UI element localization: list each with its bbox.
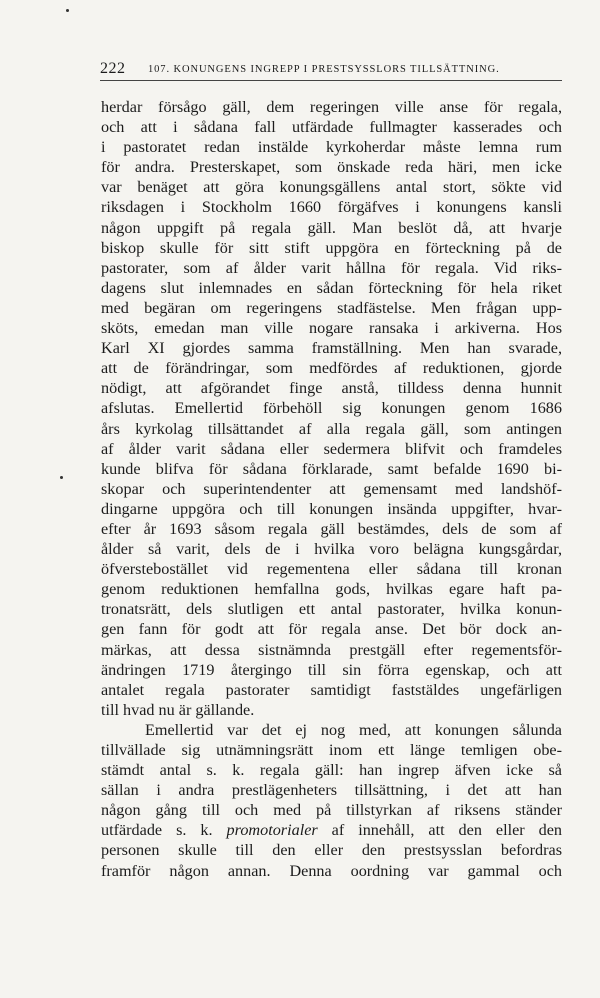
- text-line: framför någon annan. Denna oordning var gammal och: [101, 861, 562, 880]
- text-line: pastorater, som af ålder varit hållna för regala. Vid riks-: [101, 258, 562, 277]
- scan-speck: [66, 9, 69, 12]
- body-text: [101, 97, 562, 881]
- text-line: öfverstebostället vid regementena eller sådana till kronan: [101, 560, 562, 579]
- italic-term: promotorialer: [226, 821, 318, 840]
- text-line: Emellertid var det ej nog med, att konungen sålunda: [145, 720, 562, 739]
- text-line: till hvad nu är gällande.: [101, 700, 255, 719]
- text-line: biskop skulle för sitt stift uppgöra en förteckning på de: [101, 238, 562, 257]
- page-header: [100, 58, 562, 81]
- text-line: med begäran om regeringens stadfästelse. Men frågan upp-: [101, 298, 562, 317]
- text-line: ändringen 1719 återgingo till sin förra egenskap, och att: [101, 660, 562, 679]
- text-line: att de förändringar, som medfördes af reduktionen, gjorde: [101, 359, 562, 378]
- text-segment: utfärdade s. k.: [101, 821, 227, 840]
- text-line: antalet regala pastorater samtidigt faststäldes ungefärligen: [101, 680, 562, 699]
- text-line: års kyrkolag tillsättandet af alla regala gäll, som antingen: [101, 419, 562, 438]
- text-line: [101, 820, 562, 840]
- text-line: sällan i andra prestlägenheters tillsättning, i det att han: [101, 781, 562, 800]
- text-line: märkas, att dessa sistnämnda prestgäll efter regementsför-: [101, 640, 562, 659]
- text-line: tronatsrätt, dels slutligen ett antal pastorater, hvilka konun-: [101, 600, 562, 619]
- text-line: någon gång till och med på tillstyrkan af riksens ständer: [101, 801, 562, 820]
- text-line: Karl XI gjordes samma framställning. Men han svarade,: [101, 339, 562, 358]
- text-line: riksdagen i Stockholm 1660 förgäfves i konungens kansli: [101, 198, 562, 217]
- text-line: för andra. Presterskapet, som önskade reda häri, men icke: [101, 158, 562, 177]
- text-line: dingarne uppgöra och till konungen insända uppgifter, hvar-: [101, 499, 562, 518]
- text-line: och att i sådana fall utfärdade fullmagter kasserades och: [101, 118, 562, 137]
- text-line: afslutas. Emellertid förbehöll sig konungen genom 1686: [101, 399, 562, 418]
- text-line: gen fann för godt att för regala anse. Det bör dock an-: [101, 620, 562, 639]
- text-line: tillvällade sig utnämningsrätt inom ett länge temligen obe-: [101, 741, 562, 759]
- text-line: ålder så varit, dels de i hvilka voro belägna kungsgårdar,: [101, 540, 562, 559]
- text-segment: af innehåll, att den eller den: [317, 821, 562, 840]
- running-head: 107. KONUNGENS INGREPP I PRESTSYSSLORS TILLSÄTTNING.: [148, 64, 500, 75]
- page-number: 222: [100, 60, 126, 77]
- text-line: dagens slut inlemnades en sådan förteckning för hela riket: [101, 278, 562, 297]
- text-line: kunde blifva för sådana förklarade, samt befalde 1690 bi-: [101, 459, 562, 478]
- text-line: genom reduktionen hemfallna gods, hvilkas egare haft pa-: [101, 580, 562, 599]
- text-line: nödigt, att afgörandet finge anstå, tilldess denna hunnit: [101, 379, 562, 398]
- text-line: skopar och superintendenter att gemensamt med landshöf-: [101, 479, 562, 498]
- text-line: af ålder varit sådana eller sedermera blifvit och framdeles: [101, 439, 562, 458]
- text-line: sköts, emedan man ville nogare ransaka i arkiverna. Hos: [101, 319, 562, 338]
- text-line: i pastoratet redan instälde kyrkoherdar måste lemna rum: [101, 138, 562, 157]
- scan-speck: [60, 476, 63, 479]
- text-line: stämdt antal s. k. regala gäll: han ingrep äfven icke så: [101, 761, 562, 780]
- text-line: någon uppgift på regala gäll. Man beslöt då, att hvarje: [101, 218, 562, 237]
- text-line: efter år 1693 såsom regala gäll bestämdes, dels de som af: [101, 519, 562, 538]
- text-line: herdar försågo gäll, dem regeringen ville anse för regala,: [101, 98, 562, 116]
- text-line: var benäget att göra konungsgällens antal stort, sökte vid: [101, 178, 562, 197]
- text-line: personen skulle till den eller den prestsysslan befordras: [101, 841, 562, 860]
